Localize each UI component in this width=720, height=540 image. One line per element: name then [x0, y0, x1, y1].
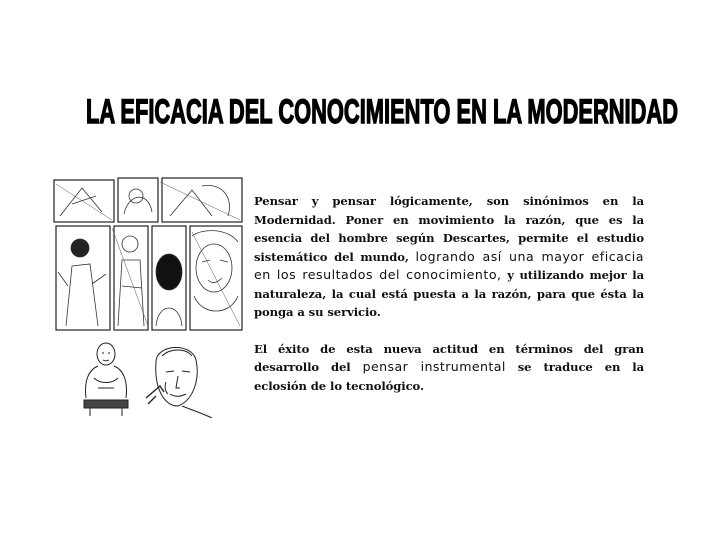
paragraph-1-part-1: Pensar y pensar lógicamente, son sinónimos en la Modernidad. Poner en movimiento la razón, que es la esencia del hombre según Descartes, permite el estudio sistemático del mundo,	[254, 194, 644, 264]
paragraph-2-part-2: pensar instrumental	[362, 359, 506, 374]
paragraph-1-part-3: y utilizando mejor la naturaleza, la cual está puesta a la razón, para que ésta la ponga a su servicio.	[254, 268, 644, 319]
bald-man-sketch-illustration	[80, 338, 132, 418]
slide-title-text: LA EFICACIA DEL CONOCIMIENTO EN LA MODERNIDAD	[86, 93, 678, 130]
paragraph-1	[254, 192, 644, 322]
paragraph-2-part-1: El éxito de esta nueva actitud en términos del gran desarrollo del	[254, 341, 644, 374]
slide-title	[82, 86, 682, 130]
paragraph-2-part-3: se traduce en la eclosión de lo tecnológico.	[254, 360, 645, 393]
paragraph-2	[254, 340, 644, 396]
comic-sketch-illustration	[52, 176, 245, 336]
paragraph-1-part-2: logrando así una mayor eficacia en los resultados del conocimiento,	[254, 248, 644, 282]
elderly-man-sketch-illustration	[142, 338, 214, 418]
body-text	[254, 192, 644, 395]
